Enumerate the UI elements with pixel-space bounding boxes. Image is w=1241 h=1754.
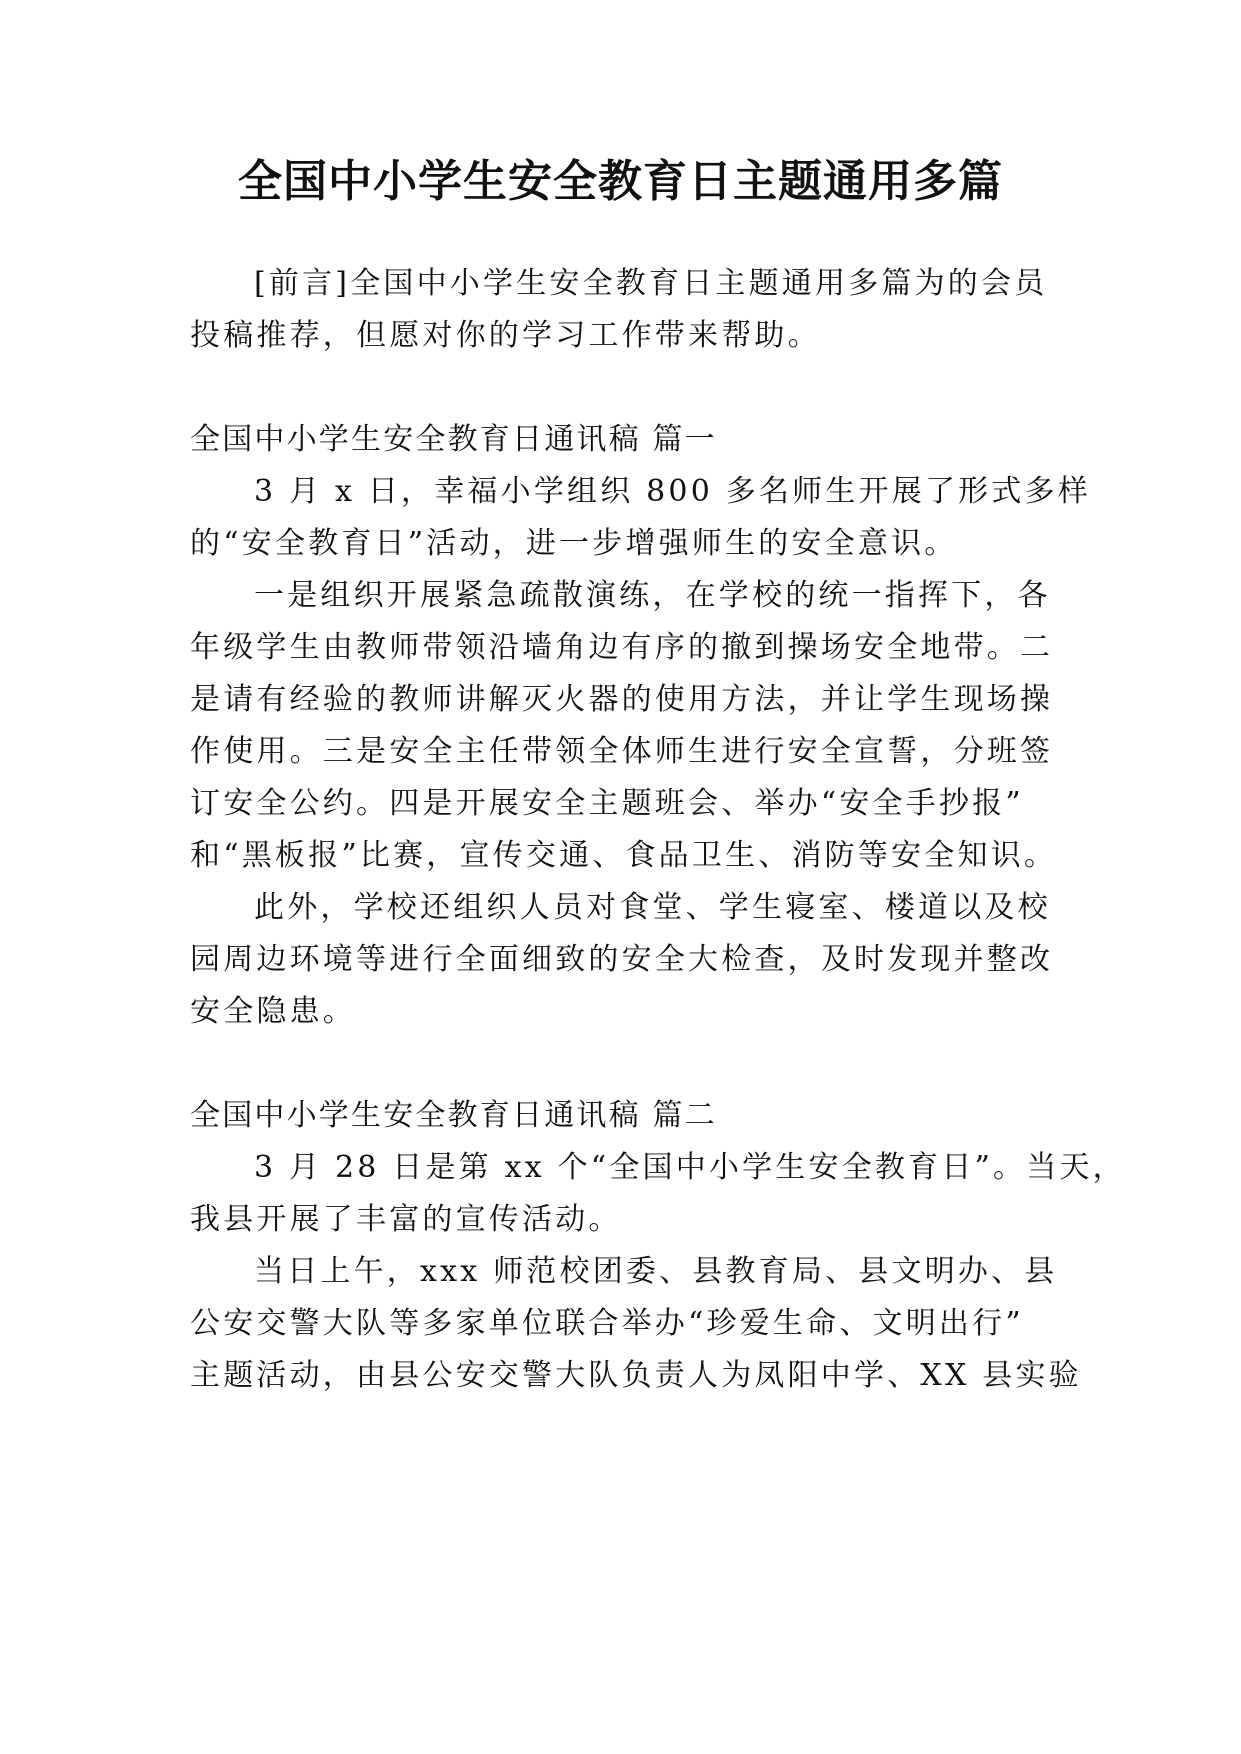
paragraph-line: 园周边环境等进行全面细致的安全大检查，及时发现并整改 [190, 942, 1054, 977]
paragraph-line: 订安全公约。四是开展安全主题班会、举办“安全手抄报” [190, 786, 1024, 821]
section1-paragraph-2 [190, 570, 1058, 882]
paragraph-line: 3 月 x 日，幸福小学组织 800 多名师生开展了形式多样 [254, 474, 1091, 509]
paragraph-line: 和“黑板报”比赛，宣传交通、食品卫生、消防等安全知识。 [190, 838, 1058, 873]
intro-paragraph [190, 258, 1050, 362]
paragraph-line: 此外，学校还组织人员对食堂、学生寝室、楼道以及校 [254, 890, 1051, 925]
section2-heading [190, 1090, 1050, 1142]
intro-line: [前言]全国中小学生安全教育日主题通用多篇为的会员 [254, 266, 1048, 301]
section2-paragraph-1 [190, 1142, 1126, 1246]
paragraph-line: 的“安全教育日”活动，进一步增强师生的安全意识。 [190, 526, 958, 561]
paragraph-line: 作使用。三是安全主任带领全体师生进行安全宣誓，分班签 [190, 734, 1054, 769]
section1-paragraph-3 [190, 882, 1054, 1038]
paragraph-line: 我县开展了丰富的宣传活动。 [190, 1202, 622, 1237]
paragraph-line: 当日上午，xxx 师范校团委、县教育局、县文明办、县 [254, 1254, 1058, 1289]
section-heading-text: 全国中小学生安全教育日通讯稿 篇二 [190, 1098, 717, 1133]
paragraph-line: 一是组织开展紧急疏散演练，在学校的统一指挥下，各 [254, 578, 1051, 613]
paragraph-line: 主题活动，由县公安交警大队负责人为凤阳中学、XX 县实验 [190, 1358, 1082, 1393]
section1-paragraph-1 [190, 466, 1091, 570]
paragraph-line: 年级学生由教师带领沿墙角边有序的撤到操场安全地带。二 [190, 630, 1054, 665]
section2-paragraph-2 [190, 1246, 1082, 1402]
document-title: 全国中小学生安全教育日主题通用多篇 [238, 156, 1003, 207]
section1-heading [190, 414, 1050, 466]
paragraph-line: 3 月 28 日是第 xx 个“全国中小学生安全教育日”。当天， [254, 1150, 1126, 1185]
paragraph-line: 安全隐患。 [190, 994, 356, 1029]
paragraph-line: 是请有经验的教师讲解灭火器的使用方法，并让学生现场操 [190, 682, 1054, 717]
paragraph-line: 公安交警大队等多家单位联合举办“珍爱生命、文明出行” [190, 1306, 1024, 1341]
intro-line: 投稿推荐，但愿对你的学习工作带来帮助。 [190, 318, 821, 353]
section-heading-text: 全国中小学生安全教育日通讯稿 篇一 [190, 422, 717, 457]
